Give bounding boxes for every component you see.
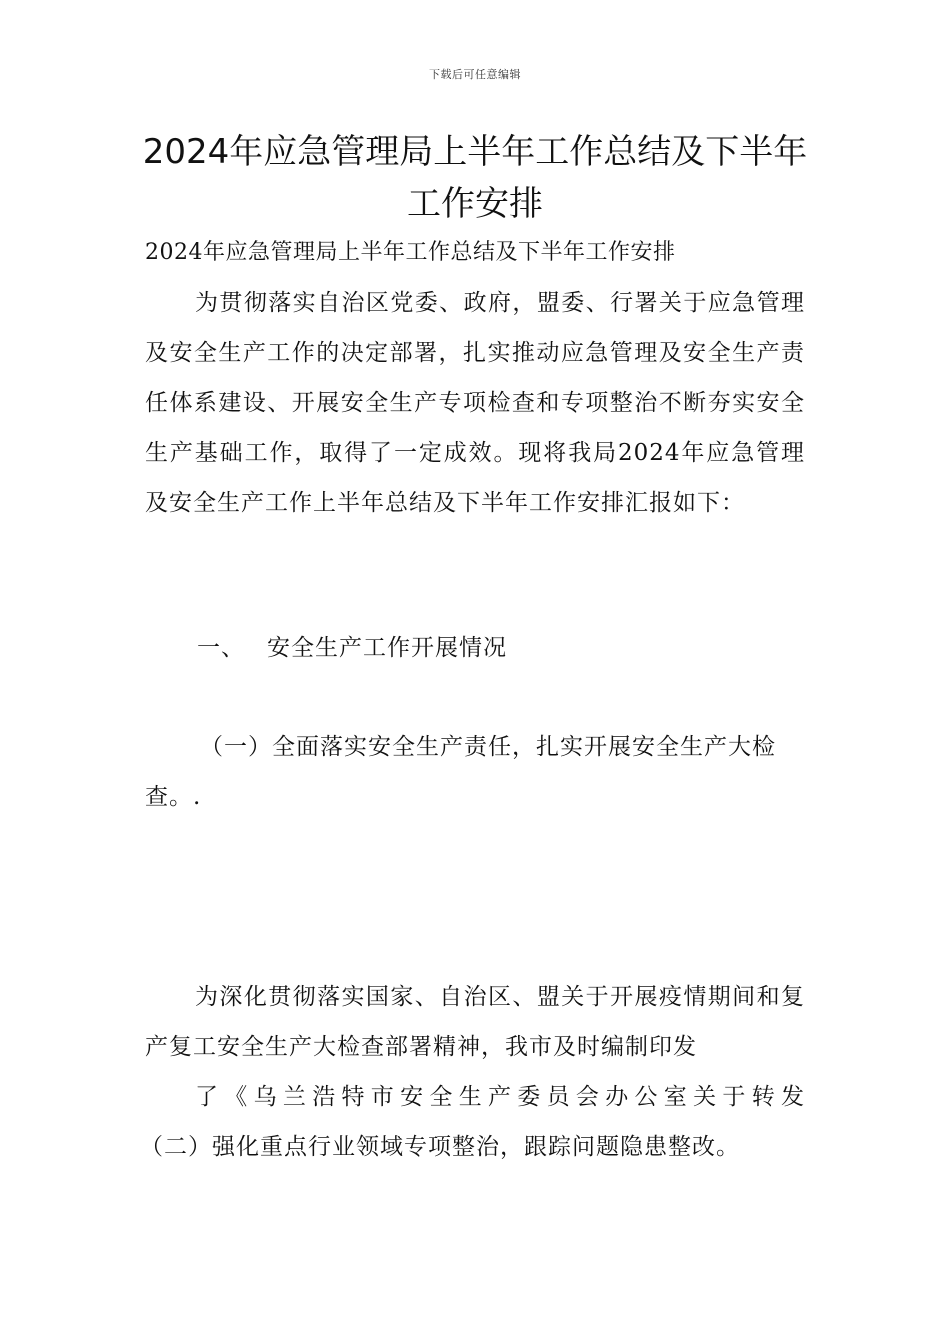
body-paragraph <box>140 972 805 1172</box>
subsection-heading-1: （一）全面落实安全生产责任，扎实开展安全生产大检查。. <box>145 734 776 810</box>
intro-paragraph: 为贯彻落实自治区党委、政府，盟委、行署关于应急管理及安全生产工作的决定部署，扎实推动应急管理及安全生产责任体系建设、开展安全生产专项检查和专项整治不断夯实安全生产基础工作，取得了一定成效。现将我局2024年应急管理及安全生产工作上半年总结及下半年工作安排汇报如下： <box>145 290 805 516</box>
document-title: 2024年应急管理局上半年工作总结及下半年工作安排 <box>142 132 808 224</box>
document-subtitle: 2024年应急管理局上半年工作总结及下半年工作安排 <box>145 240 676 265</box>
body-line-2: 了《乌兰浩特市安全生产委员会办公室关于转发 <box>195 1084 805 1110</box>
body-line-1: 为深化贯彻落实国家、自治区、盟关于开展疫情期间和复产复工安全生产大检查部署精神，我市及时编制印发 <box>145 984 805 1060</box>
section-title: 安全生产工作开展情况 <box>267 635 507 661</box>
header-note: 下载后可任意编辑 <box>429 68 521 81</box>
section-number: 一、 <box>197 635 245 661</box>
section-heading-1 <box>197 623 797 673</box>
body-line-3: （二）强化重点行业领域专项整治，跟踪问题隐患整改。 <box>140 1134 740 1160</box>
